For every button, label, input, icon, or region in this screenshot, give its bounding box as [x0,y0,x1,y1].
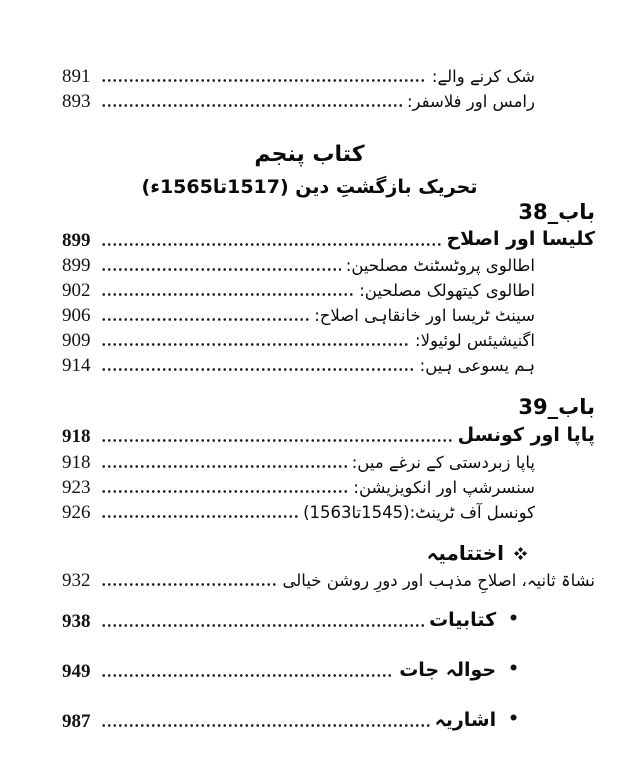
conclusion-heading: اختتامیہ [426,541,504,565]
page-number: 899 [62,230,91,251]
page-number: 949 [62,661,91,682]
chapter-title-row [62,226,595,252]
toc-entry-row [62,276,535,302]
entry-title: سینٹ ٹریسا اور خانقاہی اصلاح: [314,306,535,326]
chapter-heading: باب_38 [518,200,595,224]
back-matter-title: اشاریہ [434,709,497,732]
page-number: 893 [62,91,91,112]
page-number: 918 [62,426,91,447]
entry-title: نشاۃ ثانیہ، اصلاحِ مذہب اور دورِ روشن خیالی [282,571,595,591]
page-number: 926 [62,502,91,523]
toc-entry-row [62,566,595,592]
four-diamond-icon [514,547,527,560]
back-matter-row [62,707,519,733]
dot-leader [101,722,430,729]
back-matter-row [62,657,519,683]
chapter-title: پاپا اور کونسل [457,424,595,447]
dot-leader [101,291,354,298]
chapter-title-row [62,422,595,448]
back-matter-title: حوالہ جات [399,659,497,682]
entry-title: ہم یسوعی ہیں: [419,356,535,376]
entry-title: اطالوی کیتھولک مصلحین: [359,281,535,301]
page-number: 899 [62,255,91,276]
page-number: 938 [62,611,91,632]
chapter-title: کلیسا اور اصلاح [446,228,595,251]
toc-entry-row [62,473,535,499]
entry-title: سنسرشپ اور انکویزیشن: [353,478,535,498]
page-number: 902 [62,280,91,301]
dot-leader [101,102,402,109]
entry-title: کونسل آف ٹرینٹ:(1545تا1563) [303,503,535,523]
dot-leader [101,241,441,248]
toc-entry-row [62,301,535,327]
dot-leader [101,316,309,323]
dot-leader [101,672,394,679]
toc-entry-row [62,351,535,377]
dot-leader [101,266,341,273]
toc-entry-row [62,87,535,113]
dot-leader [101,581,278,588]
page-number: 909 [62,330,91,351]
page-number: 987 [62,711,91,732]
dot-leader [101,437,453,444]
page-number: 918 [62,452,91,473]
back-matter-row [62,607,519,633]
toc-entry-row [62,326,535,352]
dot-leader [101,622,424,629]
dot-leader [101,77,427,84]
conclusion-heading-row [62,539,527,567]
dot-leader [101,463,347,470]
book-title: کتاب پنجم [254,142,365,167]
bullet-icon: • [508,609,519,629]
page-number: 891 [62,66,91,87]
toc-entry-row [62,251,535,277]
book-subtitle: تحریک بازگشتِ دین (1517تا1565ء) [141,176,478,198]
bullet-icon: • [508,659,519,679]
dot-leader [101,488,348,495]
chapter-39-heading-row [62,393,595,421]
dot-leader [101,341,410,348]
toc-entry-row [62,448,535,474]
toc-entry-row [62,498,535,524]
chapter-38-heading-row [62,198,595,226]
entry-title: اگنیشیئس لوئیولا: [415,331,535,351]
page-number: 914 [62,355,91,376]
page-number: 906 [62,305,91,326]
chapter-heading: باب_39 [518,395,595,419]
page-number: 923 [62,477,91,498]
entry-title: اطالوی پروٹسٹنٹ مصلحین: [345,256,535,276]
entry-title: شک کرنے والے: [431,67,535,87]
entry-title: رامس اور فلاسفر: [406,92,535,112]
back-matter-title: کتابیات [429,609,497,632]
entry-title: پاپا زبردستی کے نرغے میں: [351,453,535,473]
toc-entry-row [62,62,535,88]
bullet-icon: • [508,709,519,729]
page-number: 932 [62,570,91,591]
dot-leader [101,366,415,373]
book-part-header [0,142,619,172]
dot-leader [101,513,298,520]
